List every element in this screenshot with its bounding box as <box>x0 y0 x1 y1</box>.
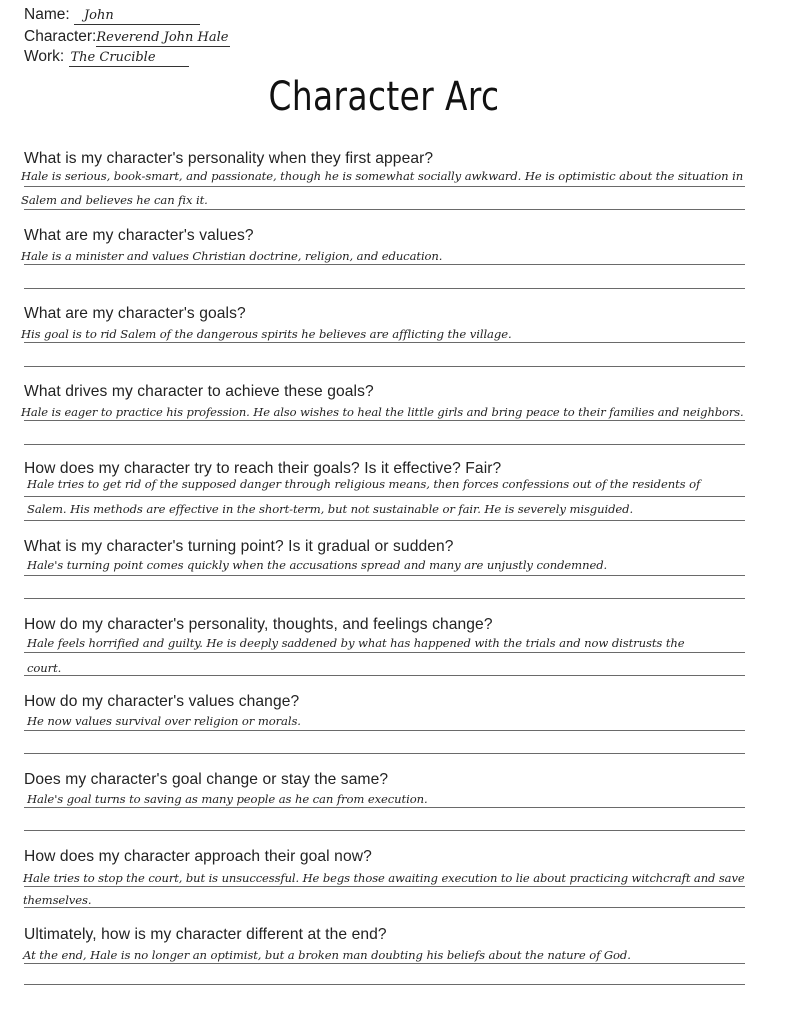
work-label: Work: <box>24 48 65 65</box>
answer-rule <box>24 420 745 421</box>
answer-line-1: Hale's goal turns to saving as many people as he can from execution. <box>27 792 428 806</box>
question-section <box>0 693 794 769</box>
character-label: Character: <box>24 28 97 45</box>
answer-rule <box>24 575 745 576</box>
question-text: What are my character's goals? <box>24 305 246 322</box>
answer-line-2: themselves. <box>23 893 92 907</box>
answer-line-1: His goal is to rid Salem of the dangerous spirits he believes are afflicting the village. <box>21 327 512 341</box>
question-section <box>0 616 794 692</box>
question-text: What are my character's values? <box>24 227 254 244</box>
name-row <box>24 6 200 25</box>
answer-rule <box>24 342 745 343</box>
answer-rule <box>24 984 745 985</box>
question-text: Does my character's goal change or stay the same? <box>24 771 389 788</box>
answer-line-1: Hale is serious, book-smart, and passionate, though he is somewhat socially awkward. He is optimistic about the situation in <box>21 169 744 183</box>
answer-rule <box>24 730 745 731</box>
question-section <box>0 305 794 381</box>
answer-line-2: Salem and believes he can fix it. <box>21 193 208 207</box>
answer-rule <box>24 907 745 908</box>
answer-rule <box>24 264 745 265</box>
answer-rule <box>24 675 745 676</box>
answer-rule <box>24 830 745 831</box>
answer-line-1: Hale tries to get rid of the supposed danger through religious means, then forces confessions out of the residents of <box>27 477 701 491</box>
work-value: The Crucible <box>69 51 189 67</box>
answer-rule <box>24 652 745 653</box>
answer-rule <box>24 444 745 445</box>
answer-line-1: Hale feels horrified and guilty. He is deeply saddened by what has happened with the trials and now distrusts the <box>27 636 685 650</box>
answer-rule <box>24 963 745 964</box>
answer-rule <box>24 288 745 289</box>
answer-line-1: Hale is a minister and values Christian doctrine, religion, and education. <box>21 249 443 263</box>
question-section <box>0 771 794 847</box>
answer-rule <box>24 366 745 367</box>
question-section <box>0 460 794 536</box>
answer-line-1: He now values survival over religion or morals. <box>27 714 301 728</box>
character-row <box>24 28 230 47</box>
question-section <box>0 926 794 1002</box>
answer-line-2: court. <box>27 661 62 675</box>
question-section <box>0 538 794 614</box>
question-text: How do my character's personality, thoughts, and feelings change? <box>24 616 493 633</box>
answer-rule <box>24 520 745 521</box>
question-text: How do my character's values change? <box>24 693 300 710</box>
answer-rule <box>24 186 745 187</box>
question-section <box>0 150 794 226</box>
answer-line-1: Hale's turning point comes quickly when the accusations spread and many are unjustly condemned. <box>27 558 608 572</box>
answer-rule <box>24 886 745 887</box>
answer-line-1: Hale is eager to practice his profession. He also wishes to heal the little girls and bring peace to their families and neighbors. <box>21 405 744 419</box>
answer-line-1: At the end, Hale is no longer an optimist, but a broken man doubting his beliefs about the nature of God. <box>23 948 631 962</box>
question-text: What is my character's personality when they first appear? <box>24 150 434 167</box>
answer-rule <box>24 807 745 808</box>
question-text: What drives my character to achieve these goals? <box>24 383 374 400</box>
question-text: What is my character's turning point? Is it gradual or sudden? <box>24 538 454 555</box>
answer-line-1: Hale tries to stop the court, but is unsuccessful. He begs those awaiting execution to lie about practicing witchcraft and save <box>23 871 745 885</box>
question-text: How does my character try to reach their goals? Is it effective? Fair? <box>24 460 502 477</box>
answer-rule <box>24 496 745 497</box>
question-section <box>0 848 794 924</box>
character-value: Reverend John Hale <box>96 30 229 45</box>
answer-rule <box>24 753 745 754</box>
work-row <box>24 48 189 67</box>
question-section <box>0 227 794 303</box>
answer-rule <box>24 209 745 210</box>
answer-line-2: Salem. His methods are effective in the short-term, but not sustainable or fair. He is severely misguided. <box>27 502 634 516</box>
name-value: John <box>74 9 200 25</box>
question-text: How does my character approach their goal now? <box>24 848 372 865</box>
name-label: Name: <box>24 6 70 23</box>
answer-rule <box>24 598 745 599</box>
page-title: Character Arc <box>268 74 500 120</box>
question-section <box>0 383 794 459</box>
question-text: Ultimately, how is my character different at the end? <box>24 926 387 943</box>
